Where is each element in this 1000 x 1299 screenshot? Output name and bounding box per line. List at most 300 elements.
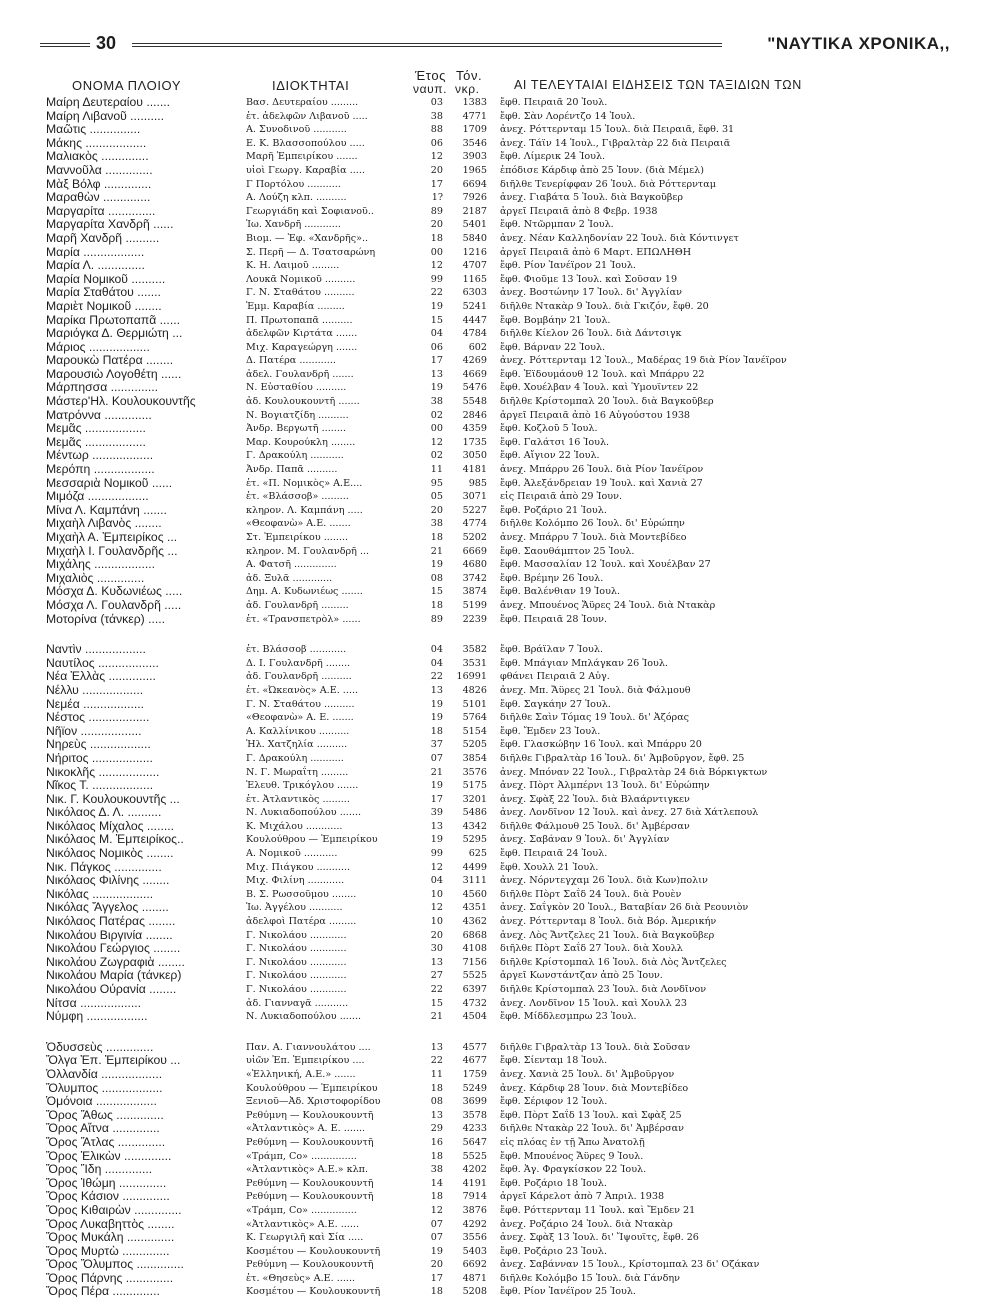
voyage-news: ἔφθ. Βαλένθιαν 19 Ἰουλ.: [500, 586, 621, 598]
tonnage: 5764: [462, 712, 487, 724]
build-year: 99: [430, 848, 443, 860]
tonnage: 4669: [462, 368, 487, 380]
table-row: [0, 1150, 1000, 1164]
owner-name: «Θεοφανὼ» Α. Ε. .......: [246, 712, 354, 724]
build-year: 19: [430, 382, 443, 394]
ship-name: Νικόλαος Δ. Λ. ..........: [46, 806, 162, 820]
table-row: [0, 286, 1000, 300]
voyage-news: ἀνεχ. Λονδῖνον 15 Ἰουλ. καὶ Χουλλ 23: [500, 997, 687, 1009]
ship-name: Νεμέα ..................: [46, 697, 145, 711]
ship-name: Μόσχα Λ. Γουλανδρῆ .....: [46, 598, 182, 612]
owner-name: υἱῶν Ἐπ. Ἐμπειρίκου ....: [246, 1055, 365, 1067]
voyage-news: ἀνεχ. Κάρδιφ 28 Ἰουν. διὰ Μοντεβίδεο: [500, 1082, 689, 1094]
voyage-news: ἔφθ. Λίμερικ 24 Ἰουλ.: [500, 151, 606, 163]
voyage-news: ἀνεχ. Σαβάνναν 15 Ἰουλ., Κρίστομπαλ 23 δι' Οζάκαν: [500, 1259, 760, 1271]
build-year: 20: [430, 929, 443, 941]
owner-name: ἀδελ. Γουλανδρῆ .......: [246, 368, 354, 380]
build-year: 12: [430, 1204, 443, 1216]
table-row: [0, 558, 1000, 572]
table-row: [0, 545, 1000, 559]
voyage-news: ἔφθ. Κοζλοῦ 5 Ἰουλ.: [500, 423, 598, 435]
build-year: 18: [430, 1191, 443, 1203]
tonnage: 4202: [462, 1164, 487, 1176]
owner-name: Α. Φατσῆ ..............: [246, 559, 337, 571]
voyage-news: ἔφθ. Μπουένος Ἄϋρες 9 Ἰουλ.: [500, 1150, 644, 1162]
owner-name: Ρεθύμνη — Κουλουκουντῆ: [246, 1136, 374, 1148]
tonnage: 16991: [456, 671, 487, 683]
voyage-news: ἀργεῖ Κάρελοτ ἀπὸ 7 Ἀπριλ. 1938: [500, 1191, 665, 1203]
table-row: [0, 123, 1000, 137]
ship-name: Μαραθὼν ..............: [46, 191, 151, 205]
voyage-news: ἔφθ. Ἐϊδουμάουθ 12 Ἰουλ. καὶ Μπάρρυ 22: [500, 368, 705, 380]
owner-name: Ν. Βογιατζίδη ..........: [246, 409, 349, 421]
table-row: [0, 246, 1000, 260]
table-row: [0, 766, 1000, 780]
table-row: [0, 1136, 1000, 1150]
ship-name: Ματρόννα ..............: [46, 408, 152, 422]
voyage-news: ἀνεχ. Νέαν Καλληδονίαν 22 Ἰουλ. διὰ Κόντινγετ: [500, 232, 739, 244]
build-year: 39: [430, 807, 443, 819]
build-year: 17: [430, 355, 443, 367]
owner-name: Ν. Λυκιαδοπούλου .......: [246, 807, 362, 819]
owner-name: Ρεθύμνη — Κουλουκουντῆ: [246, 1191, 374, 1203]
ship-name: Μαργαρίτα ..............: [46, 204, 156, 218]
build-year: 21: [430, 545, 443, 557]
ship-name: Μαῶτις ...............: [46, 123, 141, 137]
table-row: [0, 327, 1000, 341]
tonnage: 4826: [462, 684, 487, 696]
tonnage: 5241: [462, 300, 487, 312]
tonnage: 5840: [462, 232, 487, 244]
build-year: 06: [430, 137, 443, 149]
ship-name: Μὰξ Βόλφ ..............: [46, 177, 152, 191]
magazine-title: "ΝΑΥΤΙΚΑ ΧΡΟΝΙΚΑ,,: [767, 34, 950, 53]
tonnage: 6694: [462, 178, 487, 190]
build-year: 18: [430, 725, 443, 737]
ship-name: Μιχαὴλ Λιβανὸς ........: [46, 517, 162, 531]
ship-name: Νικολάου Μαρία (τάνκερ): [46, 969, 182, 983]
ship-name: Μαίρη Δευτεραίου .......: [46, 96, 171, 109]
ship-name: Ὄρος Ἴδη ..............: [46, 1163, 153, 1177]
tonnage: 5401: [462, 219, 487, 231]
tonnage: 6692: [462, 1259, 487, 1271]
build-year: 29: [430, 1123, 443, 1135]
build-year: 07: [430, 1218, 443, 1230]
voyage-news: ἀνεχ. Πὸρτ Ἀλμπέρνι 13 Ἰουλ. δι' Εὐρώπην: [500, 780, 710, 792]
ship-name: Νηρεὺς ..................: [46, 738, 151, 752]
owner-name: Ἰω. Χανδρῆ ............: [246, 219, 341, 231]
tonnage: 1216: [462, 246, 487, 258]
tonnage: 3854: [462, 752, 487, 764]
voyage-news: ἔφθ. Ροζάριο 18 Ἰουλ.: [500, 1177, 607, 1189]
table-row: [0, 137, 1000, 151]
ship-name: Ὄρος Ἄτλας ..............: [46, 1135, 166, 1149]
ship-name: Μαρία Νομικοῦ ..........: [46, 272, 166, 286]
voyage-news: ἀνεχ. Μπόναν 22 Ἰουλ., Γιβραλτὰρ 24 διὰ Βόρκιγκτων: [500, 766, 768, 778]
owner-name: Γ. Δρακούλη ...........: [246, 450, 344, 462]
table-row: [0, 779, 1000, 793]
table-row: [0, 684, 1000, 698]
ship-name: Μιχαλιὸς ..............: [46, 571, 145, 585]
build-year: 22: [430, 984, 443, 995]
ship-name: Μεμᾶς ..................: [46, 422, 146, 436]
build-year: 15: [430, 314, 443, 326]
tonnage: 4181: [462, 464, 487, 476]
owner-name: ἑτ. «Ὠκεανὸς» Α.Ε. .....: [246, 684, 359, 696]
tonnage: 5525: [462, 1150, 487, 1162]
build-year: 05: [430, 491, 443, 503]
voyage-news: ἀνεχ. Μπ. Ἄϋρες 21 Ἰουλ. διὰ Φάλμουθ: [500, 684, 691, 696]
group-n: [0, 643, 1000, 1024]
column-header-news: ΑΙ ΤΕΛΕΥΤΑΙΑΙ ΕΙΔΗΣΕΙΣ ΤΩΝ ΤΑΞΙΔΙΩΝ ΤΩΝ: [514, 78, 802, 92]
tonnage: 5647: [462, 1136, 487, 1148]
build-year: 12: [430, 260, 443, 272]
tonnage: 5548: [462, 396, 487, 408]
ship-name: Νέστος ..................: [46, 711, 150, 725]
owner-name: ἑτ. «Θησεὺς» Α.Ε. ......: [246, 1272, 356, 1284]
ship-name: Μάκης ..................: [46, 136, 147, 150]
tonnage: 985: [468, 477, 487, 489]
table-row: [0, 888, 1000, 902]
build-year: 18: [430, 1286, 443, 1298]
table-row: [0, 218, 1000, 232]
voyage-news: ἔφθ. Σίενταμ 18 Ἰουλ.: [500, 1055, 608, 1067]
voyage-news: ἔφθ. Πειραιᾶ 24 Ἰουλ.: [500, 848, 608, 860]
tonnage: 5208: [462, 1286, 487, 1298]
group-m: [0, 96, 1000, 626]
ship-name: Μερόπη ..................: [46, 463, 155, 477]
ship-name: Μαρουκὼ Πατέρα ........: [46, 354, 174, 368]
owner-name: Μιχ. Καραγεώργη .......: [246, 341, 358, 353]
owner-name: Κ. Μιχάλου ............: [246, 820, 343, 832]
build-year: 13: [430, 684, 443, 696]
voyage-news: ἔφθ. Φιοῦμε 13 Ἰουλ. καὶ Σοῦσαν 19: [500, 273, 678, 285]
tonnage: 1709: [462, 124, 487, 136]
ship-name: Μάρπησσα ..............: [46, 381, 159, 395]
voyage-news: ἔφθ. Σέριφον 12 Ἰουλ.: [500, 1096, 608, 1108]
ship-name: Νικ. Γ. Κουλουκουντῆς ...: [46, 792, 180, 806]
tonnage: 5199: [462, 599, 487, 611]
ship-name: Νύμφη ..................: [46, 1010, 148, 1024]
owner-name: ἑτ. «Βλάσσοβ» .........: [246, 491, 349, 503]
ship-name: Μαρία Λ. ..............: [46, 259, 145, 273]
owner-name: Δημ. Α. Κυδωνιέως .......: [246, 586, 363, 598]
tonnage: 4707: [462, 260, 487, 272]
owner-name: Ε. Κ. Βλασσοπούλου .....: [246, 137, 365, 149]
table-row: [0, 395, 1000, 409]
table-row: [0, 983, 1000, 997]
table-row: [0, 657, 1000, 671]
build-year: 00: [430, 246, 443, 258]
voyage-news: διῆλθε Κολόμβο 15 Ἰουλ. διὰ Γάνδην: [500, 1272, 680, 1284]
build-year: 21: [430, 766, 443, 778]
table-row: [0, 1258, 1000, 1272]
build-year: 13: [430, 368, 443, 380]
owner-name: Κ. Η. Λαιμοῦ .........: [246, 260, 340, 272]
build-year: 13: [430, 1041, 443, 1053]
owner-name: Γ. Ν. Σταθάτου ..........: [246, 287, 355, 299]
table-row: [0, 1041, 1000, 1055]
table-row: [0, 997, 1000, 1011]
tonnage: 5227: [462, 504, 487, 516]
ship-name: Νικόλαος Πατέρας ........: [46, 915, 176, 929]
ship-name: Ὄρος Αἴτνα ..............: [46, 1122, 160, 1136]
tonnage: 3874: [462, 586, 487, 598]
voyage-news: διῆλθε Γιβραλτὰρ 13 Ἰουλ. διὰ Σοῦσαν: [500, 1041, 691, 1053]
build-year: 04: [430, 328, 443, 340]
owner-name: Γ. Νικολάου ............: [246, 929, 347, 941]
table-row: [0, 178, 1000, 192]
build-year: 13: [430, 956, 443, 968]
group-o: [0, 1041, 1000, 1299]
voyage-news: ἔφθ. Ροζάριο 23 Ἰουλ.: [500, 1245, 607, 1257]
build-year: 22: [430, 671, 443, 683]
tonnage: 3903: [462, 151, 487, 163]
voyage-news: ἔφθ. Γαλάτσι 16 Ἰουλ.: [500, 436, 610, 448]
owner-name: ἑτ. Βλάσσοβ ............: [246, 644, 347, 656]
voyage-news: ἔφθ. Πειραιᾶ 20 Ἰουλ.: [500, 97, 608, 108]
build-year: 18: [430, 232, 443, 244]
ship-name: Νίτσα ..................: [46, 996, 142, 1010]
ship-name: Μαρῆ Χανδρῆ ..........: [46, 231, 160, 245]
owner-name: ἀδ. Γουλανδρῆ ..........: [246, 671, 352, 683]
build-year: 18: [430, 1082, 443, 1094]
tonnage: 3531: [462, 657, 487, 669]
ship-name: Νικ. Πάγκος ..............: [46, 860, 162, 874]
table-row: [0, 164, 1000, 178]
tonnage: 1965: [462, 164, 487, 176]
table-row: [0, 1218, 1000, 1232]
table-row: [0, 861, 1000, 875]
table-row: [0, 354, 1000, 368]
voyage-news: ἔφθ. Πειραιᾶ 28 Ἰουν.: [500, 613, 607, 625]
tonnage: 5525: [462, 970, 487, 982]
build-year: 22: [430, 1055, 443, 1067]
table-row: [0, 110, 1000, 124]
table-row: [0, 1285, 1000, 1299]
build-year: 10: [430, 916, 443, 928]
owner-name: Γ. Νικολάου ............: [246, 970, 347, 982]
tonnage: 4233: [462, 1123, 487, 1135]
owner-name: Α. Καλλίνικου ..........: [246, 725, 350, 737]
owner-name: Α. Συνοδινοῦ ...........: [246, 124, 347, 136]
owner-name: Δ. Πατέρα ............: [246, 355, 336, 367]
column-header-year-sub: ναυπ.: [413, 82, 448, 96]
ship-name: Νικόλας ..................: [46, 887, 154, 901]
ship-name: Ὄρος Λυκαβηττὸς ........: [46, 1217, 175, 1231]
ship-name: Μάριος ..................: [46, 340, 150, 354]
tonnage: 4359: [462, 423, 487, 435]
ship-name: Νῖκος Τ. ..................: [46, 779, 154, 793]
ship-name: Ὄρος Ὄλυμπος ..............: [46, 1258, 184, 1272]
ship-name: Ὀλλανδία ..................: [46, 1067, 163, 1081]
tonnage: 3071: [462, 491, 487, 503]
table-row: [0, 1082, 1000, 1096]
build-year: 27: [430, 970, 443, 982]
tonnage: 1383: [462, 97, 487, 108]
tonnage: 4771: [462, 110, 487, 122]
voyage-news: ἔφθ. Ἁγ. Φραγκίσκον 22 Ἰουλ.: [500, 1164, 647, 1176]
table-row: [0, 409, 1000, 423]
ship-name: Ὄλυμπος ..................: [46, 1081, 163, 1095]
tonnage: 4577: [462, 1041, 487, 1053]
owner-name: κληρον. Λ. Καμπάνη .....: [246, 504, 363, 516]
ship-name: Νικόλαος Νομικὸς ........: [46, 847, 174, 861]
ship-name: Μιχαὴλ Α. Ἐμπειρίκος ...: [46, 531, 178, 544]
build-year: 22: [430, 287, 443, 299]
owner-name: ἑτ. «Τρανσπετρὸλ» ......: [246, 613, 361, 625]
owner-name: «Ἑλληνική, Α.Ε.» .......: [246, 1068, 356, 1080]
voyage-news: ἔφθ. Ρίον Ἰανέϊρον 25 Ἰουλ.: [500, 1286, 636, 1298]
tonnage: 3111: [462, 875, 487, 887]
owner-name: Μαρῆ Ἐμπειρίκου .......: [246, 151, 358, 163]
ship-name: Ὄρος Ἑλικὼν ..............: [46, 1149, 172, 1163]
ship-name: Νικολάου Ούρανία ........: [46, 983, 177, 996]
tonnage: 5486: [462, 807, 487, 819]
tonnage: 6397: [462, 984, 487, 995]
ship-name: Μιχαὴλ Ι. Γουλανδρῆς ...: [46, 544, 178, 558]
tonnage: 5154: [462, 725, 487, 737]
owner-name: Κ. Γεωργιλῆ καὶ Σία .....: [246, 1232, 364, 1244]
voyage-news: ἔφθ. Ρόττερνταμ 11 Ἰουλ. καὶ Ἔμδεν 21: [500, 1204, 696, 1216]
table-row: [0, 504, 1000, 518]
voyage-news: διῆλθε Ντακὰρ 22 Ἰουλ. δι' Ἀμβέρσαν: [500, 1123, 684, 1135]
ship-name: Νέλλυ ..................: [46, 683, 144, 697]
voyage-news: ἔφθ. Ρίον Ἰανέϊρον 21 Ἰουλ.: [500, 260, 636, 272]
voyage-news: ἔφθ. Σὰν Λορέντζο 14 Ἰουλ.: [500, 110, 636, 122]
build-year: 38: [430, 518, 443, 530]
owner-name: ἀδ. Γουλανδρῆ .........: [246, 599, 349, 611]
owner-name: Κουλούθρου — Ἐμπειρίκου: [246, 834, 378, 846]
build-year: 04: [430, 644, 443, 656]
build-year: 17: [430, 178, 443, 190]
tonnage: 3050: [462, 450, 487, 462]
tonnage: 4732: [462, 997, 487, 1009]
owner-name: Ἐμμ. Καραβία .........: [246, 300, 345, 312]
table-row: [0, 670, 1000, 684]
owner-name: Γεωργιάδη καὶ Σοφιανοῦ..: [246, 205, 374, 217]
ship-name: Νικόλαος Μίχαλος ........: [46, 819, 175, 833]
build-year: 19: [430, 1245, 443, 1257]
tonnage: 4499: [462, 861, 487, 873]
table-row: [0, 613, 1000, 627]
table-row: [0, 517, 1000, 531]
owner-name: «Ἀτλαντικὸς» Α.Ε.» κλπ.: [246, 1164, 369, 1176]
table-row: [0, 300, 1000, 314]
owner-name: Γ. Δρακούλη ...........: [246, 752, 344, 764]
voyage-news: ἀργεῖ Πειραιᾶ ἀπὸ 6 Μαρτ. ΕΠΩΛΗΘΗ: [500, 246, 692, 258]
owner-name: Γ. Ν. Σταθάτου ..........: [246, 698, 355, 710]
ship-name: Μεσσαριὰ Νομικοῦ ......: [46, 476, 173, 490]
build-year: 02: [430, 409, 443, 421]
tonnage: 3742: [462, 572, 487, 584]
voyage-news: ἀνεχ. Σφὰξ 13 Ἰουλ. δι' Ἴψουϊτς, ἔφθ. 26: [500, 1232, 699, 1244]
owner-name: Ρεθύμνη — Κουλουκουντῆ: [246, 1109, 374, 1121]
table-row: [0, 969, 1000, 983]
build-year: 12: [430, 861, 443, 873]
ship-name: Νικολάου Ζωγραφιὰ ........: [46, 955, 185, 969]
table-row: [0, 585, 1000, 599]
build-year: 20: [430, 1259, 443, 1271]
voyage-news: φθάνει Πειραιᾶ 2 Αὐγ.: [500, 671, 610, 683]
ship-name: Νήριτος ..................: [46, 751, 153, 765]
table-row: [0, 1068, 1000, 1082]
tonnage: 602: [468, 341, 487, 353]
owner-name: ἑτ. ἀδελφῶν Λιβανοῦ .....: [246, 110, 368, 122]
build-year: 19: [430, 834, 443, 846]
ship-name: Ὄρος Μυκάλη ..............: [46, 1231, 175, 1245]
column-header-tons: Τόν.: [456, 68, 483, 83]
tonnage: 6868: [462, 929, 487, 941]
ship-name: Μαριόγκα Δ. Θερμιώτη ...: [46, 327, 183, 341]
voyage-news: διῆλθε Τενερίφφαν 26 Ἰουλ. διὰ Ρόττερνταμ: [500, 178, 716, 190]
table-row: [0, 96, 1000, 110]
owner-name: ἀδ. Ξυλᾶ .............: [246, 572, 333, 584]
table-row: [0, 273, 1000, 287]
voyage-news: διῆλθε Σαὶν Τόμας 19 Ἰουλ. δι' Ἀζόρας: [500, 712, 690, 724]
build-year: 04: [430, 657, 443, 669]
owner-name: υἱοὶ Γεωργ. Καραβία .....: [246, 164, 365, 176]
build-year: 20: [430, 219, 443, 231]
tonnage: 7914: [462, 1191, 487, 1203]
tonnage: 5205: [462, 739, 487, 751]
tonnage: 4351: [462, 902, 487, 914]
table-row: [0, 150, 1000, 164]
table-row: [0, 1204, 1000, 1218]
table-row: [0, 259, 1000, 273]
build-year: 11: [430, 1068, 443, 1080]
voyage-news: ἔφθ. Γλασκώβην 16 Ἰουλ. καὶ Μπάρρυ 20: [500, 739, 702, 751]
ship-name: Μιμόζα ..................: [46, 490, 149, 504]
build-year: 95: [430, 477, 443, 489]
ship-name: Νέα Ἑλλὰς ..............: [46, 670, 156, 684]
table-row: [0, 1190, 1000, 1204]
build-year: 1?: [431, 192, 443, 204]
tonnage: 3201: [462, 793, 487, 805]
voyage-news: ἔφθ. Βάρναν 22 Ἰουλ.: [500, 341, 606, 353]
ship-name: Ναυτίλος ..................: [46, 656, 159, 670]
column-header-name: ΟΝΟΜΑ ΠΛΟΙΟΥ: [72, 78, 182, 93]
tonnage: 4774: [462, 518, 487, 530]
build-year: 38: [430, 396, 443, 408]
voyage-news: ἀνεχ. Γιαβάτα 5 Ἰουλ. διὰ Βαγκοῦβερ: [500, 192, 683, 204]
owner-name: Στ. Ἐμπειρίκου ........: [246, 532, 349, 543]
voyage-news: διῆλθε Πὸρτ Σαΐδ 27 Ἰουλ. διὰ Χουλλ: [500, 943, 683, 955]
owner-name: Γ. Νικολάου ............: [246, 956, 347, 968]
table-row: [0, 901, 1000, 915]
ship-name: Μαννοῦλα ..............: [46, 163, 153, 177]
tonnage: 4560: [462, 888, 487, 900]
owner-name: Μιχ. Φιλίνη ............: [246, 875, 345, 887]
table-row: [0, 793, 1000, 807]
ship-name: Νικοκλῆς ..................: [46, 765, 160, 779]
voyage-news: ἀνεχ. Σφὰξ 22 Ἰουλ. διὰ Βλαάρντιγκεν: [500, 793, 690, 805]
tonnage: 7156: [462, 956, 487, 968]
tonnage: 3576: [462, 766, 487, 778]
voyage-news: ἀνεχ. Βοστώνην 17 Ἰουλ. δι' Ἀγγλίαν: [500, 287, 682, 299]
ship-name: Μίνα Λ. Καμπάνη .......: [46, 503, 167, 517]
build-year: 13: [430, 820, 443, 832]
voyage-news: ἀνεχ. Τάϊν 14 Ἰουλ., Γιβραλτὰρ 22 διὰ Πειραιᾶ: [500, 137, 731, 149]
owner-name: ἀδελφοὶ Πατέρα .........: [246, 916, 357, 928]
build-year: 04: [430, 875, 443, 887]
build-year: 19: [430, 712, 443, 724]
table-row: [0, 436, 1000, 450]
voyage-news: ἔφθ. Ροζάριο 21 Ἰουλ.: [500, 504, 607, 516]
tonnage: 3546: [462, 137, 487, 149]
table-row: [0, 725, 1000, 739]
voyage-news: ἀργεῖ Πειραιᾶ ἀπὸ 8 Φεβρ. 1938: [500, 205, 658, 217]
